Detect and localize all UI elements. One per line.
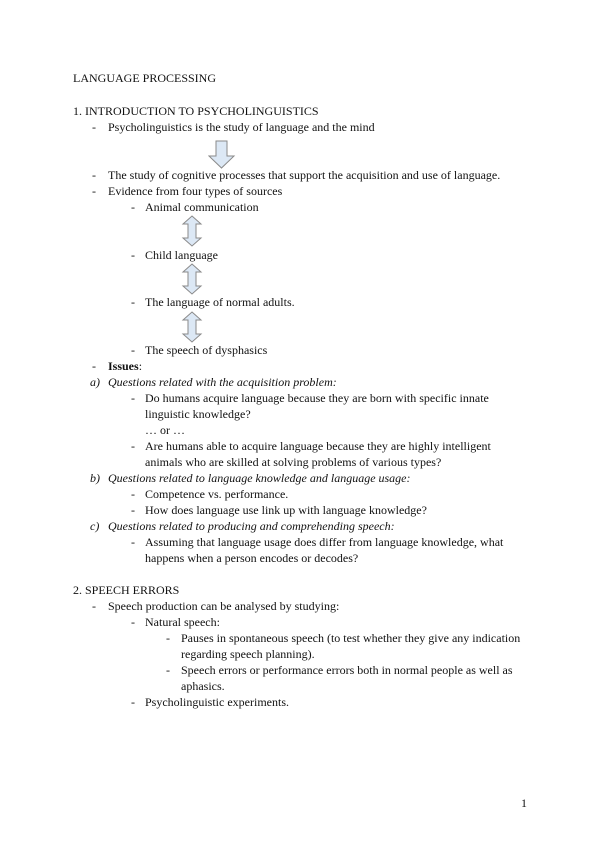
double-arrow-icon: [181, 215, 203, 247]
bullet-text: animals who are skilled at solving problems of various types?: [145, 455, 442, 469]
source-item: The speech of dysphasics: [145, 343, 268, 357]
bullet-dash: -: [92, 120, 96, 134]
bullet-dash: -: [131, 391, 135, 405]
question-heading: Questions related with the acquisition problem:: [108, 375, 337, 389]
bullet-text: Evidence from four types of sources: [108, 184, 283, 198]
bullet-dash: -: [131, 343, 135, 357]
bullet-text: happens when a person encodes or decodes?: [145, 551, 359, 565]
bullet-dash: -: [131, 439, 135, 453]
bullet-dash: -: [92, 599, 96, 613]
issues-colon: :: [138, 359, 143, 373]
page-number: 1: [521, 796, 527, 810]
list-letter: c): [90, 519, 100, 533]
bullet-text: regarding speech planning).: [181, 647, 315, 661]
bullet-dash: -: [166, 663, 170, 677]
bullet-dash: -: [92, 168, 96, 182]
bullet-dash: -: [131, 248, 135, 262]
bullet-dash: -: [131, 295, 135, 309]
bullet-text: Assuming that language usage does differ from language knowledge, what: [145, 535, 504, 549]
document-title: LANGUAGE PROCESSING: [73, 71, 217, 85]
bullet-text: Speech errors or performance errors both in normal people as well as: [181, 663, 513, 677]
bullet-text: Are humans able to acquire language because they are highly intelligent: [145, 439, 491, 453]
section-heading: 1. INTRODUCTION TO PSYCHOLINGUISTICS: [73, 104, 319, 118]
source-item: The language of normal adults.: [145, 295, 295, 309]
question-heading: Questions related to language knowledge and language usage:: [108, 471, 411, 485]
bullet-dash: -: [131, 200, 135, 214]
bullet-dash: -: [131, 535, 135, 549]
bullet-dash: -: [166, 631, 170, 645]
bullet-dash: -: [92, 359, 96, 373]
double-arrow-icon: [181, 263, 203, 295]
or-text: … or …: [145, 423, 185, 437]
bullet-dash: -: [131, 503, 135, 517]
bullet-text: Natural speech:: [145, 615, 220, 629]
list-letter: b): [90, 471, 100, 485]
list-letter: a): [90, 375, 100, 389]
bullet-dash: -: [131, 615, 135, 629]
bullet-text: How does language use link up with language knowledge?: [145, 503, 427, 517]
bullet-text: Competence vs. performance.: [145, 487, 289, 501]
bullet-text: Speech production can be analysed by studying:: [108, 599, 340, 613]
bullet-text: linguistic knowledge?: [145, 407, 251, 421]
issues-bold: Issues: [108, 359, 139, 373]
bullet-text: Pauses in spontaneous speech (to test whether they give any indication: [181, 631, 521, 645]
issues-label: [108, 358, 142, 374]
bullet-text: Psycholinguistic experiments.: [145, 695, 289, 709]
bullet-text: Do humans acquire language because they are born with specific innate: [145, 391, 489, 405]
bullet-dash: -: [131, 487, 135, 501]
bullet-text: aphasics.: [181, 679, 225, 693]
source-item: Animal communication: [145, 200, 259, 214]
question-heading: Questions related to producing and comprehending speech:: [108, 519, 395, 533]
bullet-dash: -: [92, 184, 96, 198]
bullet-text: Psycholinguistics is the study of language and the mind: [108, 120, 375, 134]
bullet-dash: -: [131, 695, 135, 709]
down-arrow-icon: [208, 140, 236, 170]
double-arrow-icon: [181, 311, 203, 343]
source-item: Child language: [145, 248, 218, 262]
section-heading: 2. SPEECH ERRORS: [73, 583, 180, 597]
bullet-text: The study of cognitive processes that support the acquisition and use of language.: [108, 168, 501, 182]
